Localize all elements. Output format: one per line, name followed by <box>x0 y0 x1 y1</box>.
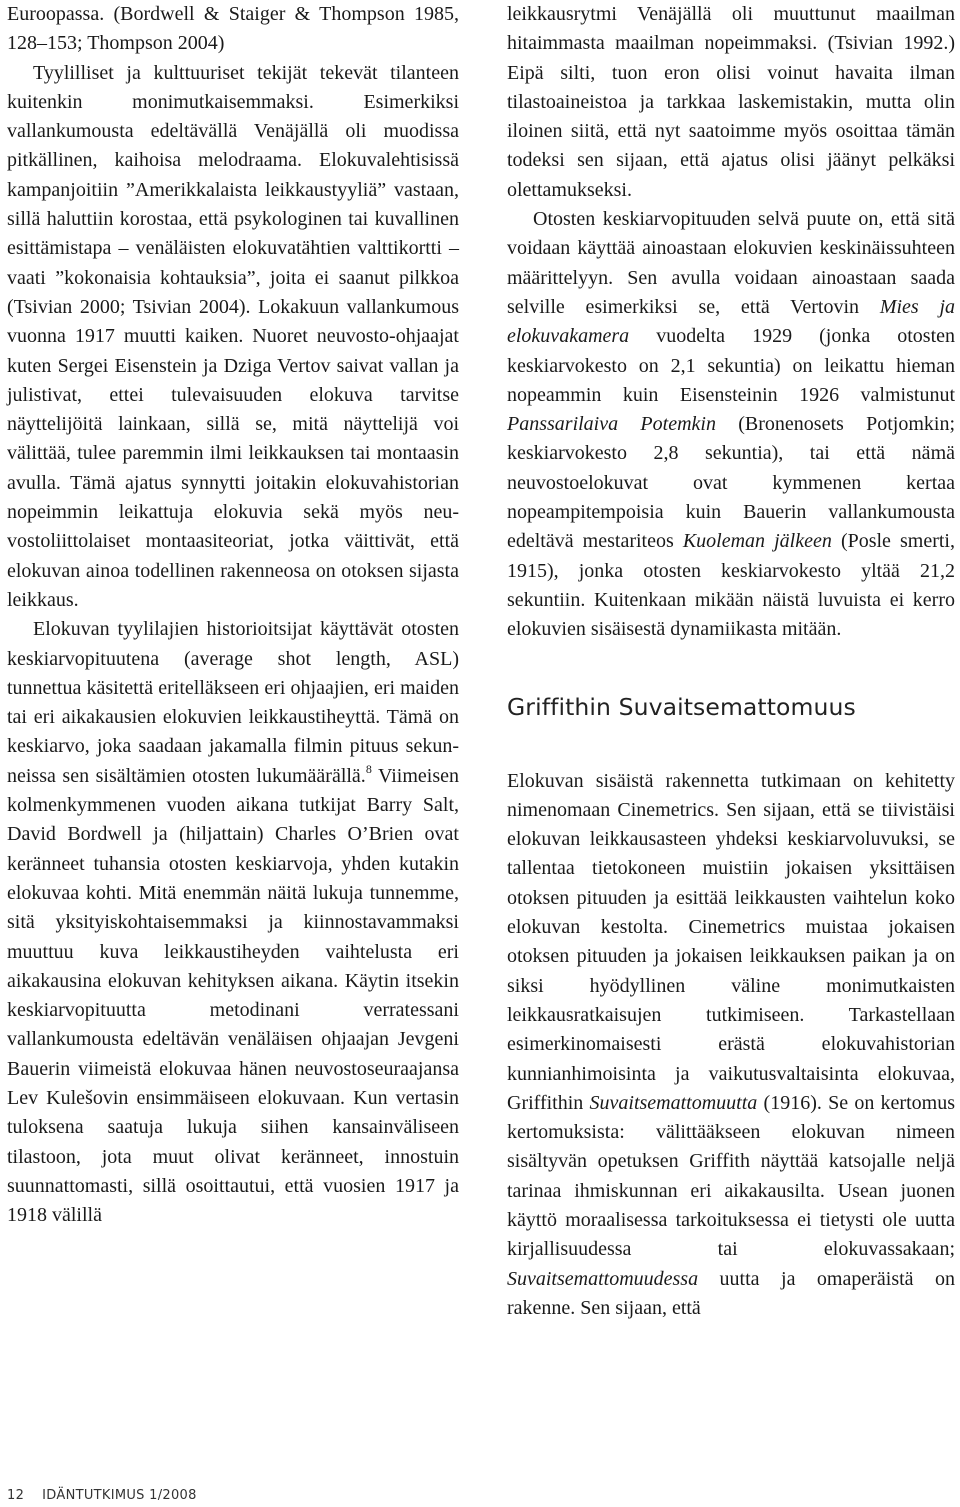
paragraph-text: Otosten keskiarvopituuden selvä puute on, että sitä voidaan käyttää ainoastaan elokuvien keskinäissuhteen määrittelyyn. Sen avulla voidaan ainoastaan saada selville esimerkiksi se, että Vertovin <box>507 208 955 318</box>
page-footer <box>7 1488 197 1503</box>
page-number: 12 <box>7 1488 25 1503</box>
paragraph-text: (1916). Se on kertomus kertomuksista: välittääkseen elokuvan nimeen sisältyvän opetuksen Griffith näyttää katsojalle neljä tarinaa ihmiskunnan eri aikakausilta. Usean juonen käyttö moraalisessa tarkoituksessa ei tietysti ole uutta kirjallisuudessa tai elokuvassakaan; <box>507 1091 955 1261</box>
journal-name: IDÄNTUTKIMUS 1/2008 <box>42 1488 197 1503</box>
paragraph: Tyylilliset ja kulttuuriset tekijät tekevät tilanteen kuitenkin monimutkaisemmaksi. Esimerkiksi vallankumousta edeltävällä Venäjällä oli muodissa pitkällinen, kaihoisa melodraama. Elokuvalehtisissä kampanjoitiin ”Amerikkalaista leikkaustyyliä” vastaan, sillä haluttiin korostaa, että psykologinen tai kuvallinen esittämistapa – venäläisten elokuvatähtien valttikortti – vaati ”kokonaisia kohtauksia”, joita ei saanut pilkkoa (Tsivian 2000; Tsivian 2004). Lokakuun vallankumous vuonna 1917 muutti kaiken. Nuoret neuvosto-ohjaajat kuten Sergei Eisenstein ja Dziga Vertov saivat vallan ja julistivat, ettei tulevaisuuden elokuva tarvitse näyttelijöitä lainkaan, sillä se, mitä näyttelijä voi välittää, tulee paremmin ilmi leikkauksen tai montaasin avulla. Tämä ajatus synnytti joitakin elokuvahistorian nopeimmin leikattuja elokuvia sekä myös neuvostoliittolaiset montaasiteoriat, jotka väittivät, että elokuvan ainoa todellinen rakenneosa on otoksen sijasta leikkaus. <box>7 61 459 611</box>
film-title: Mies ja elokuvakamera <box>507 295 956 348</box>
film-title: Suvaitsemattomuudessa <box>507 1267 699 1290</box>
paragraph-text: vuodelta 1929 (jonka otosten keskiarvokesto on 2,1 sekuntia) on leikattu hieman nopeammin kuin Eisensteinin 1926 valmistunut <box>507 325 955 406</box>
footnote-marker[interactable]: 8 <box>365 761 372 776</box>
film-title: Panssarilaiva Potemkin <box>507 413 716 436</box>
paragraph-text: Viimeisen kolmenkymmenen vuoden aikana tutkijat Barry Salt, David Bordwell ja (hiljattain) Charles O’Brien ovat keränneet tuhansia otosten keskiarvoja, yhden kutakin elokuvaa kohti. Mitä enemmän näitä lukuja tunnemme, sitä yksityiskohtaisemmaksi ja kiinnostavammaksi muuttuu kuva leikkaustiheyden vaihtelusta eri aikakausina elokuvan kehityksen aikana. Käytin itsekin keskiarvopituutta metodinani verratessani vallankumousta edeltävän venäläisen ohjaajan Jevgeni Bauerin viimeistä elokuvaa hänen neuvostoseuraajansa Lev Kulešovin ensimmäiseen elokuvaan. Kun vertasin tuloksena saatuja lukuja siihen kansainväliseen tilastoon, jota muut olivat keränneet, innostuin suunnattomasti, sillä osoittautui, että vuosien 1917 ja 1918 välillä <box>7 764 459 1227</box>
paragraph <box>507 767 955 1324</box>
paragraph-text: Elokuvan sisäistä rakennetta tutkimaan on kehitetty nimenomaan Cinemetrics. Sen sijaan, että se tiivistäisi elokuvan leikkausasteen yhdeksi keskiarvoluvuksi, se tallentaa tietokoneen muistiin jokaisen yksittäisen otoksen pituuden ja esittää leikkausten vaihtelun koko elokuvan kestolta. Cinemetrics muistaa jokaisen otoksen pituuden ja jokaisen leikkauksen paikan ja on siksi hyödyllinen väline monimutkaisten leikkausratkaisujen tutkimiseen. Tarkastellaan esimerkinomaisesti erästä elokuvahistorian kunnianhimoisinta ja vaikutusvaltaisinta elokuvaa, Griffithin <box>507 769 955 1114</box>
right-column <box>507 0 955 1323</box>
film-title: Suvaitsemattomuutta <box>589 1091 758 1114</box>
paragraph <box>507 205 955 644</box>
paragraph-text: (Posle smerti, 1915), jonka otosten keskiarvokesto yltää 21,2 sekuntiin. Kuitenkaan mikään näistä luvuista ei kerro elokuvien sisäisestä dynamiikasta mitään. <box>507 530 955 641</box>
film-title: Kuoleman jälkeen <box>682 530 832 553</box>
paragraph <box>7 615 459 1230</box>
paragraph-text: uutta ja omaperäistä on rakenne. Sen sijaan, että <box>507 1267 955 1319</box>
paragraph: Euroopassa. (Bordwell & Staiger & Thompson 1985, 128–153; Thompson 2004) <box>7 3 459 55</box>
paragraph: leikkausrytmi Venäjällä oli muuttunut maailman hitaimmasta maailman nopeimmaksi. (Tsivian 1992.) Eipä silti, tuon eron olisi voinut havaita ilman tilastoaineistoa ja tarkkaa laskemistakin, mutta olin iloinen siitä, että nyt saatoimme myös osoittaa tämän todeksi sen sijaan, että ajatus olisi jäänyt pelkäksi olettamukseksi. <box>507 3 955 201</box>
section-heading: Griffithin Suvaitsemattomuus <box>507 692 856 721</box>
left-column <box>7 0 459 1230</box>
paragraph-text: Elokuvan tyylilajien historioitsijat käyttävät otosten keskiarvopituutena (average shot length, ASL) tunnettua käsitettä eritelläkseen eri ohjaajien, eri maiden tai eri aikakausien elokuvien leikkaustiheyttä. Tämä on keskiarvo, joka saadaan jakamalla filmin pituus sekunneissa sen sisältämien otosten lukumäärällä. <box>7 618 459 787</box>
paragraph-text: (Bronenosets Potjomkin; keskiarvokesto 2,8 sekuntia), tai että nämä neuvostoelokuvat ovat kymmenen kertaa nopeampitempoisia kuin Bauerin vallankumousta edeltävä mestariteos <box>507 413 956 553</box>
